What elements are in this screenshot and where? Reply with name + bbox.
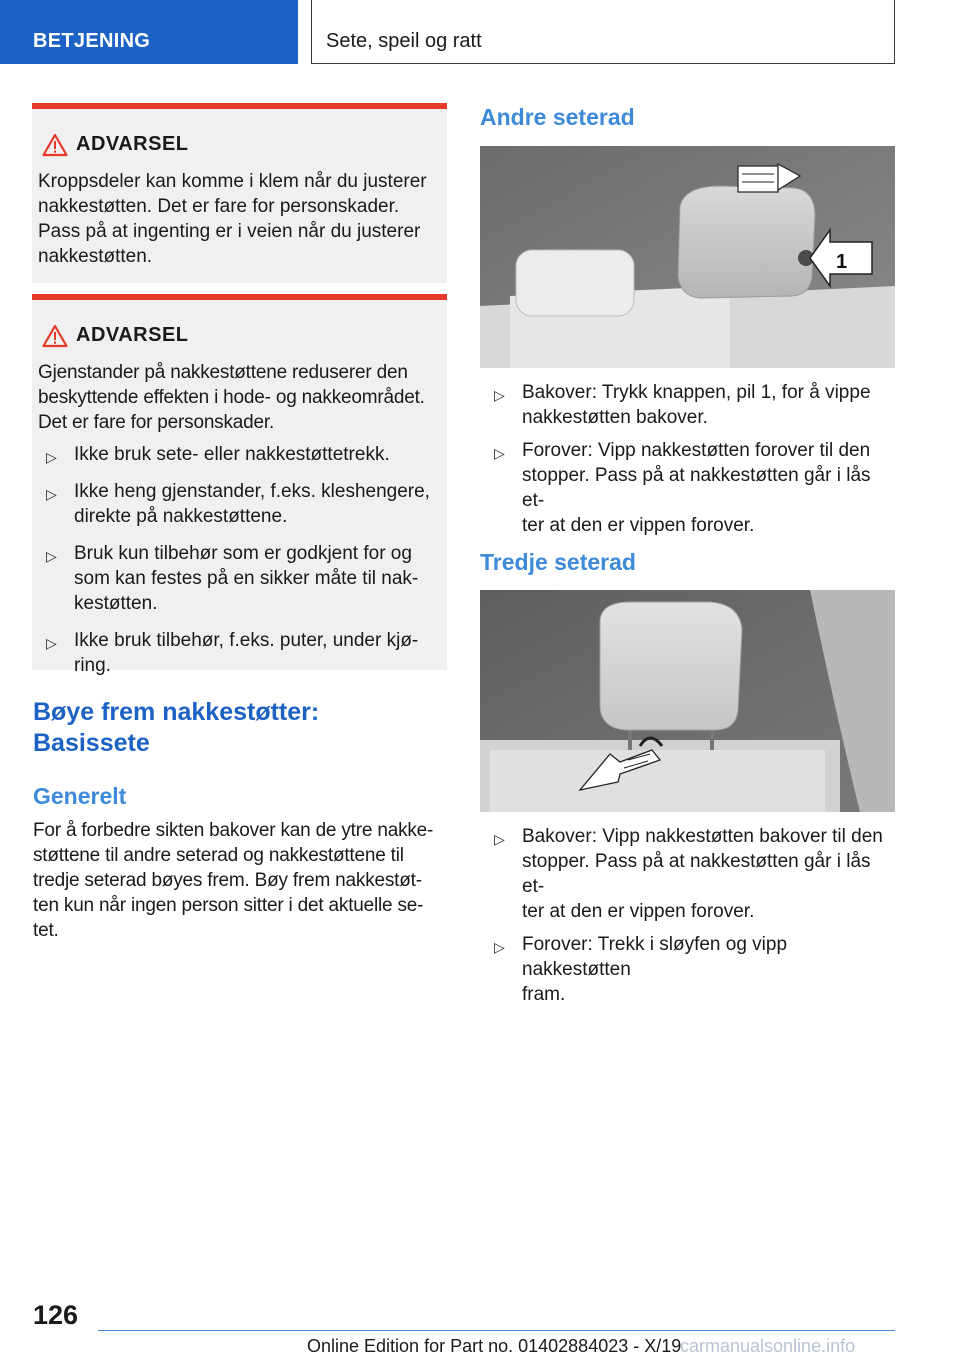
warning-box-1 xyxy=(32,103,447,283)
chapter-title: Sete, speil og ratt xyxy=(326,30,482,52)
page-number: 126 xyxy=(33,1300,79,1330)
edition-text: Online Edition for Part no. 01402884023 - X/19 xyxy=(307,1336,682,1356)
chapter-header xyxy=(311,0,895,64)
warning-title: ADVARSEL xyxy=(76,324,189,346)
bullet-triangle-icon: ▷ xyxy=(494,831,505,847)
list-item: ▷ Bruk kun tilbehør som er godkjent for og som kan festes på en sikker måte til nak- kestøtten. xyxy=(46,543,419,614)
second-row-bullet-list xyxy=(480,380,895,538)
list-item: ▷ Bakover: Vipp nakkestøtten bakover til den stopper. Pass på at nakkestøtten går i lås et- ter at den er vippen forover. xyxy=(494,826,883,922)
bullet-triangle-icon: ▷ xyxy=(46,486,57,502)
subsection-heading-third-row: Tredje seterad xyxy=(480,549,636,575)
bullet-triangle-icon: ▷ xyxy=(494,939,505,955)
warning-triangle-icon xyxy=(42,133,68,157)
bullet-triangle-icon: ▷ xyxy=(494,387,505,403)
list-item: ▷ Ikke bruk tilbehør, f.eks. puter, under kjø- ring. xyxy=(46,630,419,676)
third-row-headrest-illustration xyxy=(480,590,895,812)
footer-divider xyxy=(98,1330,895,1331)
callout-number: 1 xyxy=(836,251,848,273)
warning-text: Gjenstander på nakkestøttene reduserer den beskyttende effekten i hode- og nakkeområdet. Det er fare for personskader. xyxy=(38,362,425,433)
bullet-triangle-icon: ▷ xyxy=(494,445,505,461)
bullet-triangle-icon: ▷ xyxy=(46,548,57,564)
warning-title: ADVARSEL xyxy=(76,133,189,155)
section-heading: Bøye frem nakkestøtter: Basissete xyxy=(33,698,320,757)
list-item: ▷ Forover: Trekk i sløyfen og vipp nakkestøtten fram. xyxy=(494,934,788,1005)
warning-box-2 xyxy=(32,294,447,676)
list-item: ▷ Bakover: Trykk knappen, pil 1, for å vippe nakkestøtten bakover. xyxy=(494,382,871,428)
warning-bullet-list xyxy=(32,442,430,678)
third-row-bullet-list xyxy=(480,824,895,1007)
subsection-heading-second-row: Andre seterad xyxy=(480,104,635,130)
footer-edition xyxy=(307,1336,681,1357)
bullet-triangle-icon: ▷ xyxy=(46,449,57,465)
section-tab xyxy=(0,0,298,64)
list-item: ▷ Ikke heng gjenstander, f.eks. kleshengere, direkte på nakkestøttene. xyxy=(46,481,430,527)
warning-text: Kroppsdeler kan komme i klem når du justerer nakkestøtten. Det er fare for personskader. Pass på at ingenting er i veien når du justerer nakkestøtten. xyxy=(38,171,427,267)
section-title: BETJENING xyxy=(33,30,151,52)
second-row-headrest-illustration xyxy=(480,146,895,368)
warning-triangle-icon xyxy=(42,324,68,348)
bullet-triangle-icon: ▷ xyxy=(46,635,57,651)
list-item: ▷ Forover: Vipp nakkestøtten forover til den stopper. Pass på at nakkestøtten går i lås et- ter at den er vippen forover. xyxy=(494,440,871,536)
section-body-text: For å forbedre sikten bakover kan de ytre nakke- støttene til andre seterad og nakkestøttene til tredje seterad bøyes frem. Bøy frem nakkestøt- ten kun når ingen person sitter i det aktuelle se- tet. xyxy=(33,820,434,941)
watermark-text: carmanualsonline.info xyxy=(680,1336,856,1356)
subsection-heading: Generelt xyxy=(33,783,127,809)
list-item: ▷ Ikke bruk sete- eller nakkestøttetrekk. xyxy=(32,442,430,467)
